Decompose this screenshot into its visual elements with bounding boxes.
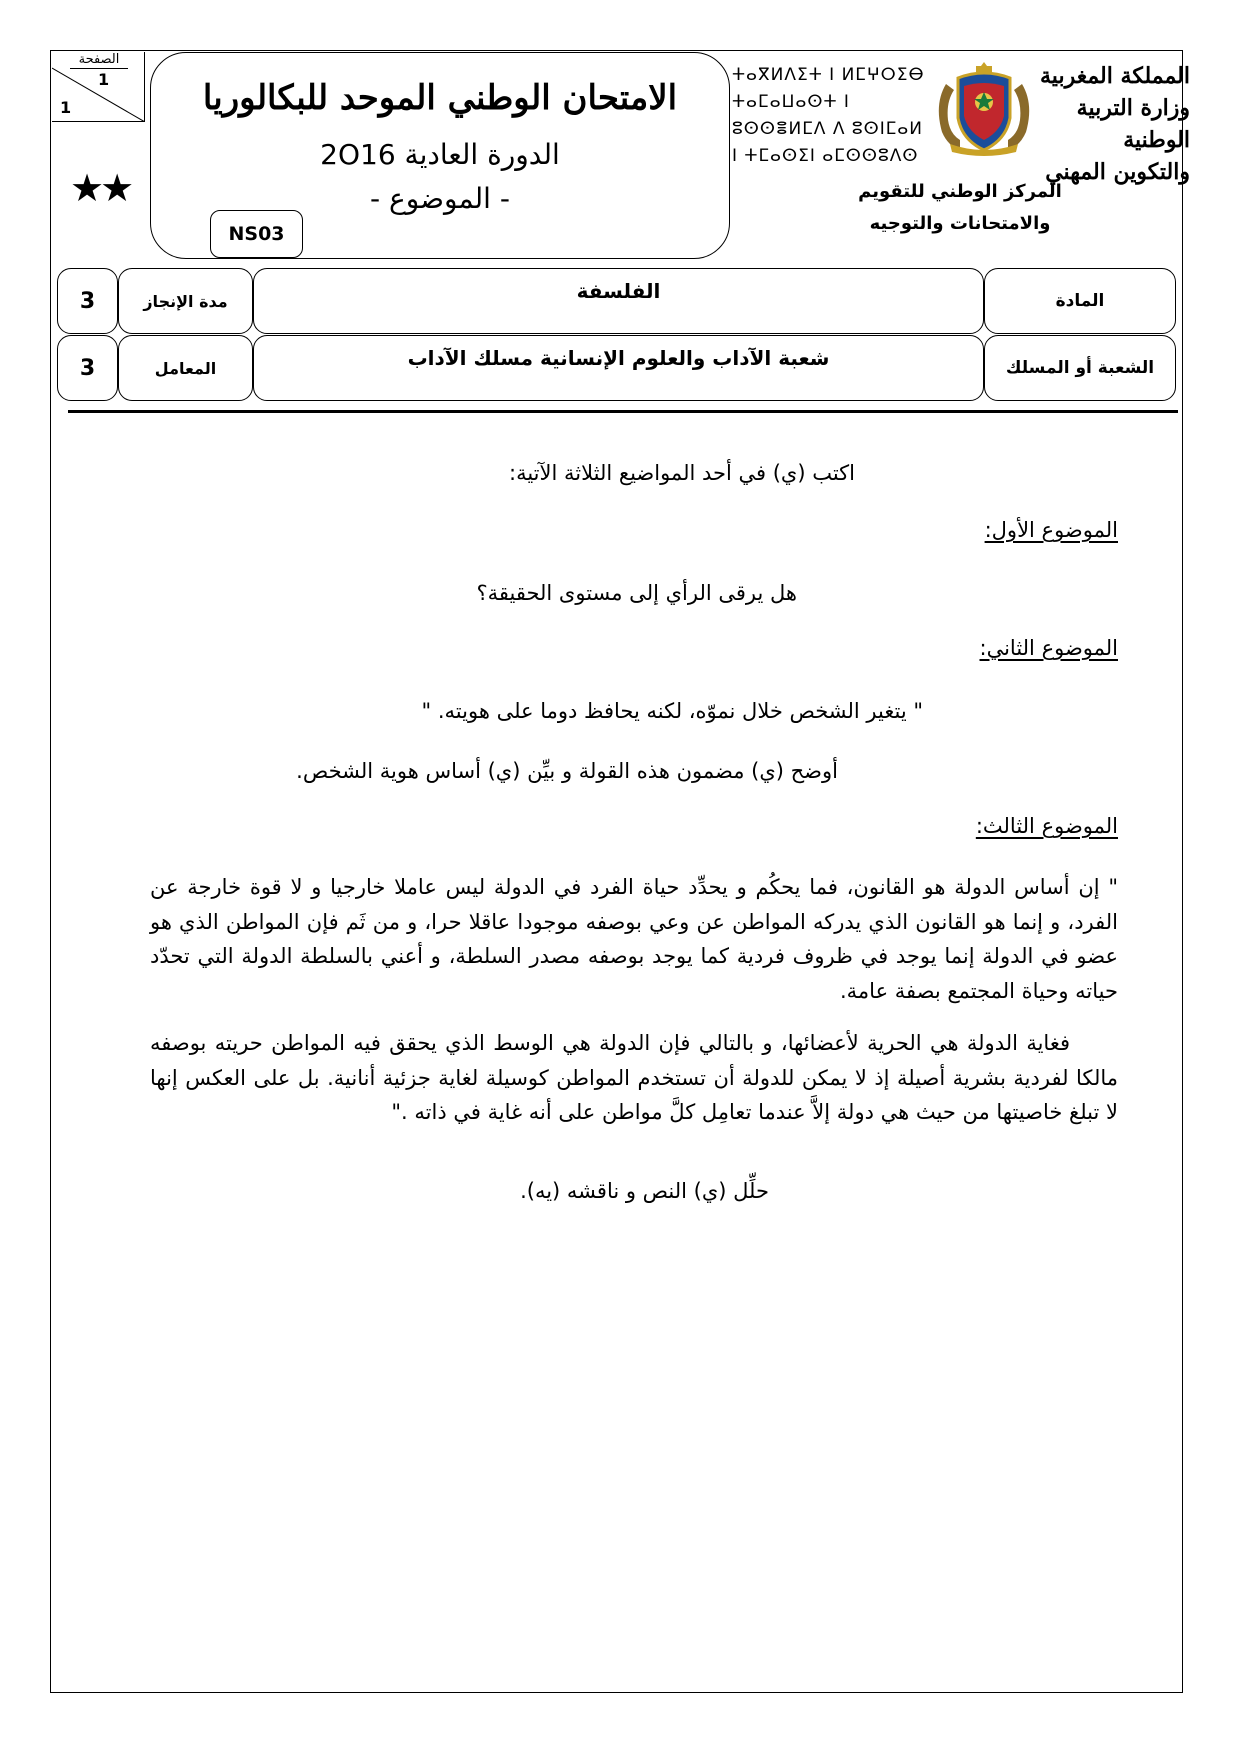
coef-value: 3 — [57, 335, 118, 401]
topic-3-paragraph-1: " إن أساس الدولة هو القانون، فما يحكُم و يحدِّد حياة الفرد في الدولة ليس عاملا خارجيا و لا قوة خارجة عن الفرد، و إنما هو القانون الذي يدركه المواطن عن وعي بوصفه موجودا عاقلا حرا، و من ثَم فإن المواطن الذي هو عضو في الدولة إنما يوجد في ظروف فردية كما يوجد بوصفه مصدر السلطة، و أعني بالسلطة الدولة التي تحدّد حياته وحياة المجتمع بصفة عامة. — [150, 875, 1118, 1003]
topic-3-task: حلِّل (ي) النص و ناقشه (يه). — [520, 1179, 769, 1203]
instruction-text: اكتب (ي) في أحد المواضيع الثلاثة الآتية: — [509, 461, 855, 485]
center-line-2: والامتحانات والتوجيه — [869, 213, 1051, 234]
exam-title: الامتحان الوطني الموحد للبكالوريا — [202, 78, 678, 118]
ministry-name — [1040, 60, 1190, 188]
page-current: 1 — [98, 70, 110, 89]
tifinagh-line-2: ⵜⴰⵎⴰⵡⴰⵙⵜ ⵏ ⵓⵙⵙⴻⵍⵎⴷ ⴷ ⵓⵙⵏⵎⴰⵍ — [732, 92, 923, 139]
duration-label: مدة الإنجاز — [118, 268, 253, 334]
page-total: 1 — [60, 98, 72, 117]
topic-2-quote: " يتغير الشخص خلال نموّه، لكنه يحافظ دوما على هويته. " — [421, 699, 923, 723]
page-label: الصفحة — [70, 52, 128, 69]
topic-3-heading: الموضوع الثالث: — [975, 814, 1118, 838]
tifinagh-line-3: ⵏ ⵜⵎⴰⵙⵉⵏ ⴰⵎⵙⵙⵓⴷⵙ — [732, 146, 919, 166]
difficulty-stars: ★★ — [70, 166, 131, 210]
branch-value: شعبة الآداب والعلوم الإنسانية مسلك الآداب — [253, 335, 984, 401]
ministry-line-1: المملكة المغربية — [1040, 63, 1190, 89]
page-number-box — [52, 52, 145, 122]
ministry-tifinagh — [732, 62, 932, 170]
branch-label: الشعبة أو المسلك — [984, 335, 1176, 401]
subject-label: المادة — [984, 268, 1176, 334]
evaluation-center — [850, 176, 1070, 240]
duration-value: 3 — [57, 268, 118, 334]
tifinagh-line-1: ⵜⴰⴳⵍⴷⵉⵜ ⵏ ⵍⵎⵖⵔⵉⴱ — [732, 65, 925, 85]
exam-code: NS03 — [210, 210, 303, 258]
topic-3-paragraph-2: فغاية الدولة هي الحرية لأعضائها، و بالتالي فإن الدولة هي الوسط الذي يحقق فيه المواطن حريته بوصفه مالكا لفردية بشرية أصيلة إذ لا يمكن للدولة أن تستخدم المواطن كوسيلة لغاية جزئية أنانية. بل على العكس إنها لا تبلغ خاصيتها من حيث هي دولة إلاَّ عندما تعامِل كلَّ مواطن على أنه غاية في ذاته ." — [150, 1031, 1118, 1124]
coef-label: المعامل — [118, 335, 253, 401]
topic-1-heading: الموضوع الأول: — [984, 518, 1118, 542]
center-line-1: المركز الوطني للتقويم — [858, 181, 1062, 202]
header-divider — [68, 410, 1178, 413]
coat-of-arms-icon — [928, 56, 1040, 158]
ministry-line-2: وزارة التربية الوطنية — [1076, 95, 1190, 153]
subject-value: الفلسفة — [253, 268, 984, 334]
topic-2-task: أوضح (ي) مضمون هذه القولة و بيِّن (ي) أساس هوية الشخص. — [296, 759, 838, 783]
topic-2-heading: الموضوع الثاني: — [979, 636, 1118, 660]
topic-1-question: هل يرقى الرأي إلى مستوى الحقيقة؟ — [476, 581, 797, 605]
exam-subject-label: - الموضوع - — [370, 182, 510, 215]
ministry-line-3: والتكوين المهني — [1045, 159, 1190, 185]
exam-session: الدورة العادية 2O16 — [320, 138, 560, 171]
